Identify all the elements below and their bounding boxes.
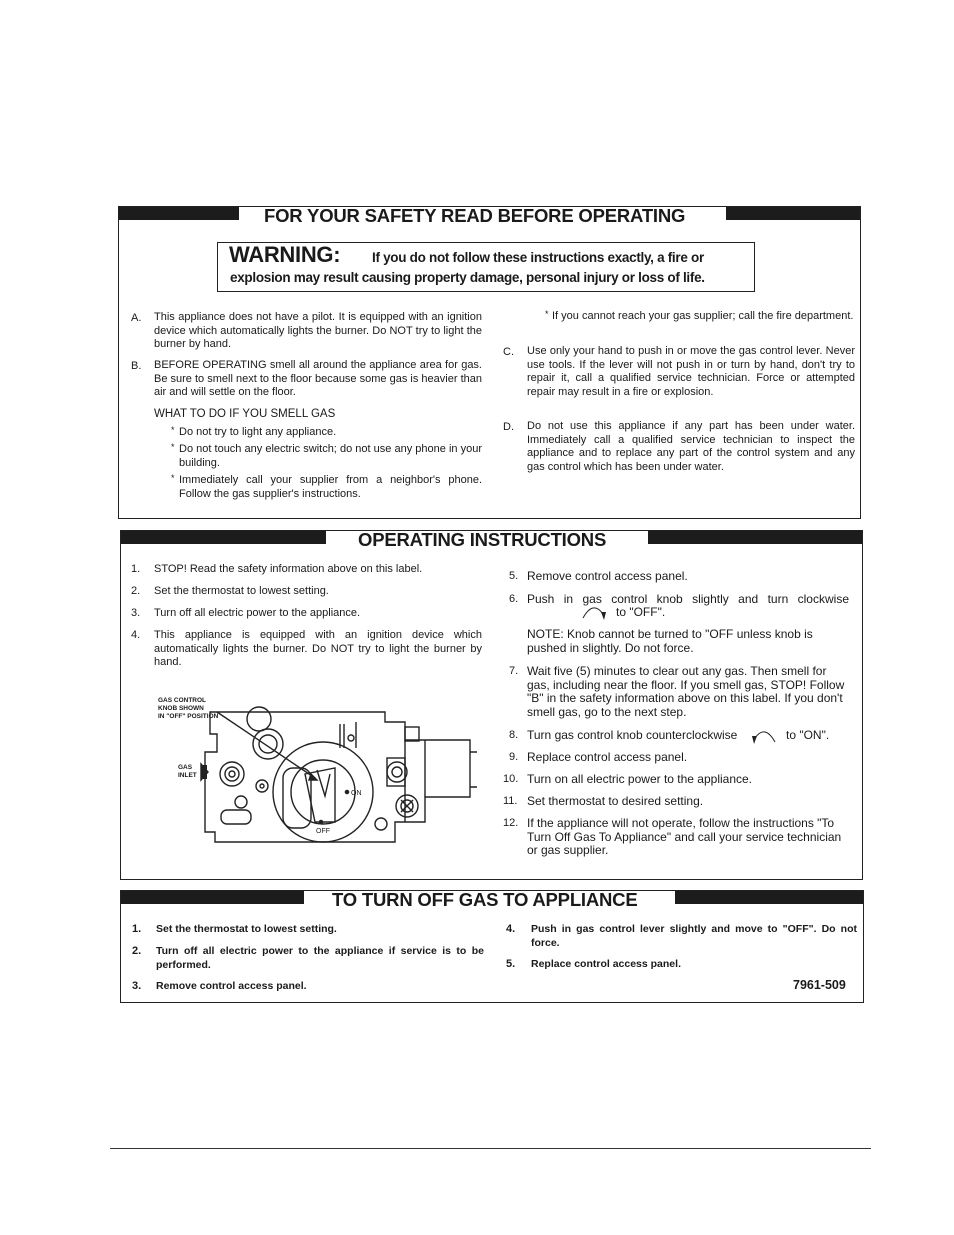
smell-bullet-1: Do not try to light any appliance. [179, 426, 337, 438]
operating-step-8a: Turn gas control knob counterclockwise [527, 728, 738, 742]
turnoff-step-5: Replace control access panel. [531, 958, 681, 970]
callout-line-1: GAS CONTROL [158, 697, 207, 704]
heading-bar-right [648, 531, 862, 544]
operating-step-6a: Push in gas control knob slightly and turn clockwise [527, 592, 849, 606]
bullet-mark: * [171, 425, 175, 435]
smell-gas-heading: WHAT TO DO IF YOU SMELL GAS [154, 408, 336, 420]
part-number: 7961-509 [793, 978, 846, 992]
step-number: 12. [503, 817, 519, 829]
off-label: OFF [316, 828, 330, 835]
bullet-mark: * [171, 473, 175, 483]
operating-step-2: Set the thermostat to lowest setting. [154, 585, 329, 597]
step-number: 5. [506, 958, 516, 970]
bullet-mark: * [171, 442, 175, 452]
heading-bar-right [675, 891, 863, 904]
step-number: 11. [503, 795, 518, 807]
inlet-line-1: GAS [178, 764, 193, 771]
operating-step-4: This appliance is equipped with an ignition device which automatically lights the burner. Do NOT try to light the burner by hand. [154, 629, 482, 669]
clockwise-arrow-icon [580, 600, 608, 622]
item-letter-d: D. [503, 421, 514, 433]
operating-step-5: Remove control access panel. [527, 569, 688, 583]
turnoff-step-3: Remove control access panel. [156, 980, 307, 992]
step-number: 4. [506, 923, 516, 935]
step-number: 8. [509, 729, 519, 741]
turnoff-step-2: Turn off all electric power to the appliance if service is to be performed. [156, 945, 484, 971]
inlet-line-2: INLET [178, 772, 197, 779]
gas-control-diagram [155, 692, 485, 852]
warning-label: WARNING: [229, 242, 341, 267]
safety-item-d: Do not use this appliance if any part has been under water. Immediately call a qualified service technician to inspect the appliance and to replace any part of the control system and any gas control which has been under water. [527, 420, 855, 473]
callout-line-2: KNOB SHOWN [158, 705, 204, 712]
safety-item-b: BEFORE OPERATING smell all around the appliance area for gas. Be sure to smell next to the floor because some gas is heavier than air and will settle on the floor. [154, 359, 482, 399]
operating-step-10: Turn on all electric power to the appliance. [527, 772, 753, 786]
step-number: 9. [509, 751, 519, 763]
safety-item-c: Use only your hand to push in or move the gas control lever. Never use tools. If the lever will not push in or turn by hand, don't try to repair it, call a qualified service technician. Force or attempted repair may result in a fire or explosion. [527, 345, 855, 398]
safety-heading: FOR YOUR SAFETY READ BEFORE OPERATING [264, 205, 686, 226]
turnoff-step-4: Push in gas control lever slightly and move to "OFF". Do not force. [531, 923, 857, 949]
step-number: 10. [503, 773, 519, 785]
counterclockwise-arrow-icon [750, 724, 778, 746]
safety-item-a: This appliance does not have a pilot. It is equipped with an ignition device which automatically lights the burner. Do NOT try to light the burner by hand. [154, 311, 482, 351]
smell-bullet-2: Do not touch any electric switch; do not use any phone in your building. [179, 443, 482, 469]
heading-bar-left [121, 891, 304, 904]
bullet-mark: * [545, 309, 549, 319]
on-label: ON [351, 790, 362, 797]
heading-bar-right [726, 207, 860, 220]
step-number: 2. [131, 585, 141, 597]
step-number: 4. [131, 629, 141, 641]
turnoff-heading: TO TURN OFF GAS TO APPLIANCE [332, 889, 638, 910]
heading-bar-left [119, 207, 239, 220]
operating-step-3: Turn off all electric power to the appliance. [154, 607, 361, 619]
step-number: 5. [509, 570, 519, 582]
warning-line-2: explosion may result causing property damage, personal injury or loss of life. [230, 270, 705, 285]
operating-step-9: Replace control access panel. [527, 750, 688, 764]
operating-step-11: Set thermostat to desired setting. [527, 794, 704, 808]
smell-bullet-4: If you cannot reach your gas supplier; call the fire department. [552, 310, 854, 322]
smell-bullet-3: Immediately call your supplier from a neighbor's phone. Follow the gas supplier's instructions. [179, 474, 482, 500]
operating-step-8b: to "ON". [786, 728, 830, 742]
item-letter-c: C. [503, 346, 514, 358]
heading-bar-left [121, 531, 326, 544]
warning-line-1: If you do not follow these instructions exactly, a fire or [372, 250, 704, 265]
operating-step-6b: to "OFF". [616, 605, 666, 619]
gas-valve-drawing [155, 692, 485, 852]
item-letter-a: A. [131, 312, 142, 324]
operating-step-1: STOP! Read the safety information above on this label. [154, 563, 423, 575]
item-letter-b: B. [131, 360, 142, 372]
operating-step-7: Wait five (5) minutes to clear out any gas. Then smell for gas, including near the floor. If you smell gas, STOP! Follow "B" in the safety information above on this label. If you don't smell gas, go to the next step. [527, 664, 845, 719]
step-number: 1. [131, 563, 141, 575]
callout-line-3: IN "OFF" POSITION [158, 713, 219, 720]
step-number: 7. [509, 665, 519, 677]
operating-step-12: If the appliance will not operate, follow the instructions "To Turn Off Gas To Appliance" and call your service technician or gas supplier. [527, 816, 842, 858]
footer-divider [110, 1148, 871, 1149]
step-number: 3. [131, 607, 141, 619]
operating-note: NOTE: Knob cannot be turned to "OFF unless knob is pushed in slightly. Do not force. [527, 627, 813, 655]
step-number: 2. [132, 945, 142, 957]
step-number: 3. [132, 980, 142, 992]
turnoff-step-1: Set the thermostat to lowest setting. [156, 923, 337, 935]
step-number: 6. [509, 593, 519, 605]
step-number: 1. [132, 923, 142, 935]
operating-heading: OPERATING INSTRUCTIONS [358, 529, 607, 550]
